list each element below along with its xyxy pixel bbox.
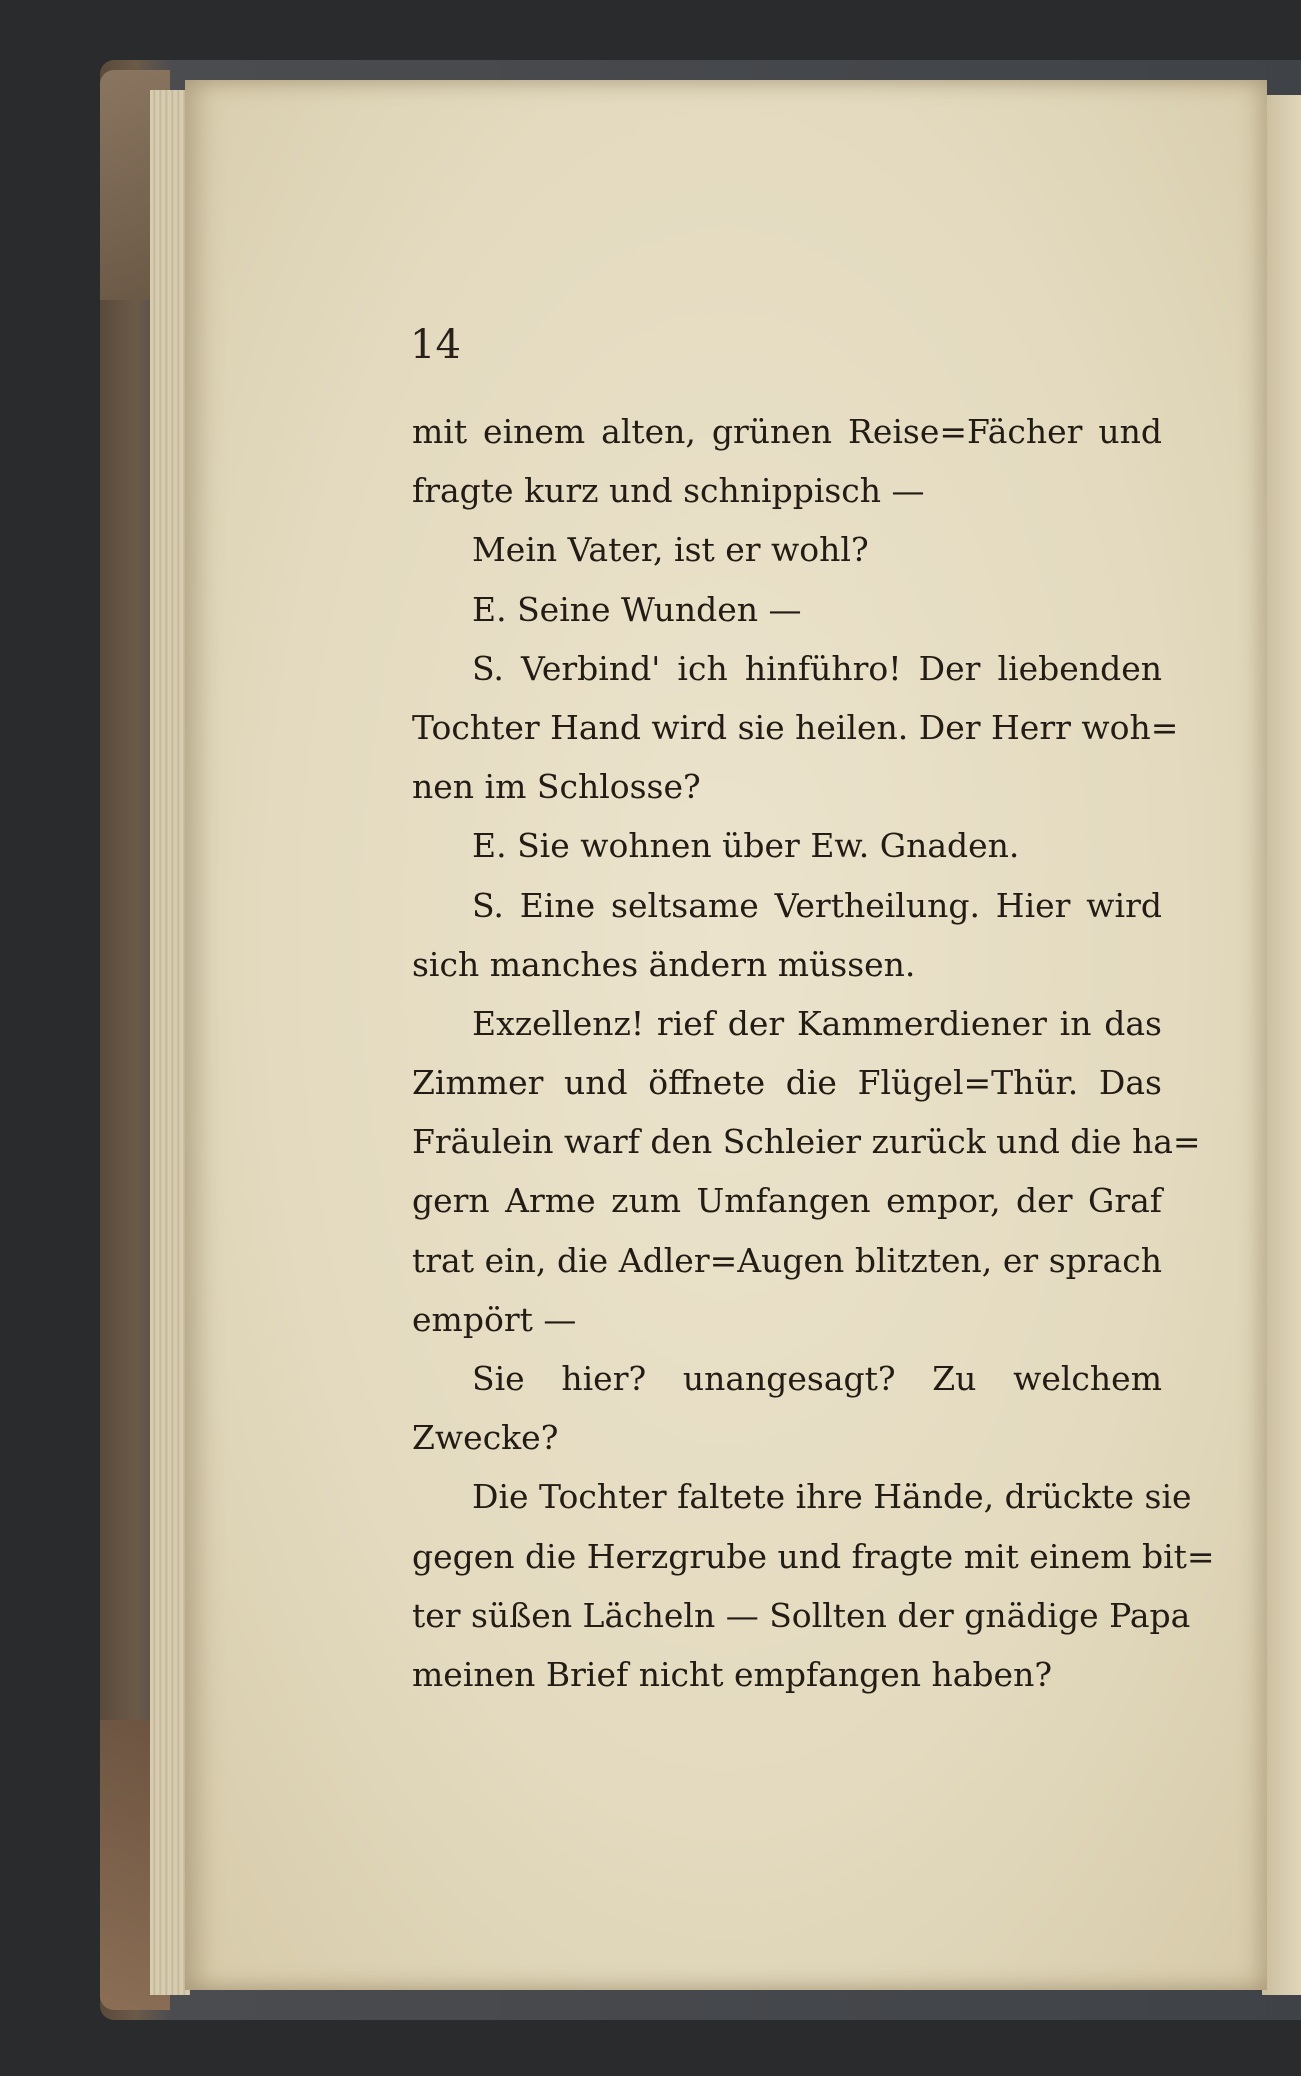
next-page-edge: [1262, 95, 1301, 1995]
text-line: Exzellenz! rief der Kammerdiener in das: [472, 1003, 1162, 1043]
page-number: 14: [410, 322, 461, 368]
text-line: nen im Schlosse?: [412, 767, 701, 807]
text-line: Zwecke?: [412, 1418, 559, 1458]
text-line: Mein Vater, ist er wohl?: [472, 530, 869, 570]
body-text: [412, 402, 1215, 1704]
text-line: gern Arme zum Umfangen empor, der Graf: [412, 1181, 1162, 1221]
text-line: Tochter Hand wird sie heilen. Der Herr woh=: [412, 707, 1179, 747]
text-line: gegen die Herzgrube und fragte mit einem bit=: [412, 1536, 1215, 1576]
text-line: Die Tochter faltete ihre Hände, drückte sie: [472, 1477, 1192, 1517]
text-line: fragte kurz und schnippisch —: [412, 471, 925, 511]
text-line: E. Sie wohnen über Ew. Gnaden.: [472, 826, 1020, 866]
text-line: sich manches ändern müssen.: [412, 944, 916, 984]
page-edges: [150, 90, 190, 1995]
text-line: empört —: [412, 1299, 577, 1339]
text-line: trat ein, die Adler=Augen blitzten, er sprach: [412, 1240, 1162, 1280]
text-line: mit einem alten, grünen Reise=Fächer und: [412, 412, 1162, 451]
text-line: meinen Brief nicht empfangen haben?: [412, 1654, 1053, 1694]
text-line: ter süßen Lächeln — Sollten der gnädige Papa: [412, 1595, 1191, 1635]
text-line: S. Eine seltsame Vertheilung. Hier wird: [472, 885, 1162, 925]
text-line: Zimmer und öffnete die Flügel=Thür. Das: [412, 1063, 1162, 1103]
text-line: S. Verbind' ich hinführo! Der liebenden: [472, 648, 1162, 688]
text-line: Fräulein warf den Schleier zurück und die ha=: [412, 1122, 1201, 1162]
text-line: Sie hier? unangesagt? Zu welchem: [472, 1359, 1162, 1398]
text-line: E. Seine Wunden —: [472, 589, 802, 629]
